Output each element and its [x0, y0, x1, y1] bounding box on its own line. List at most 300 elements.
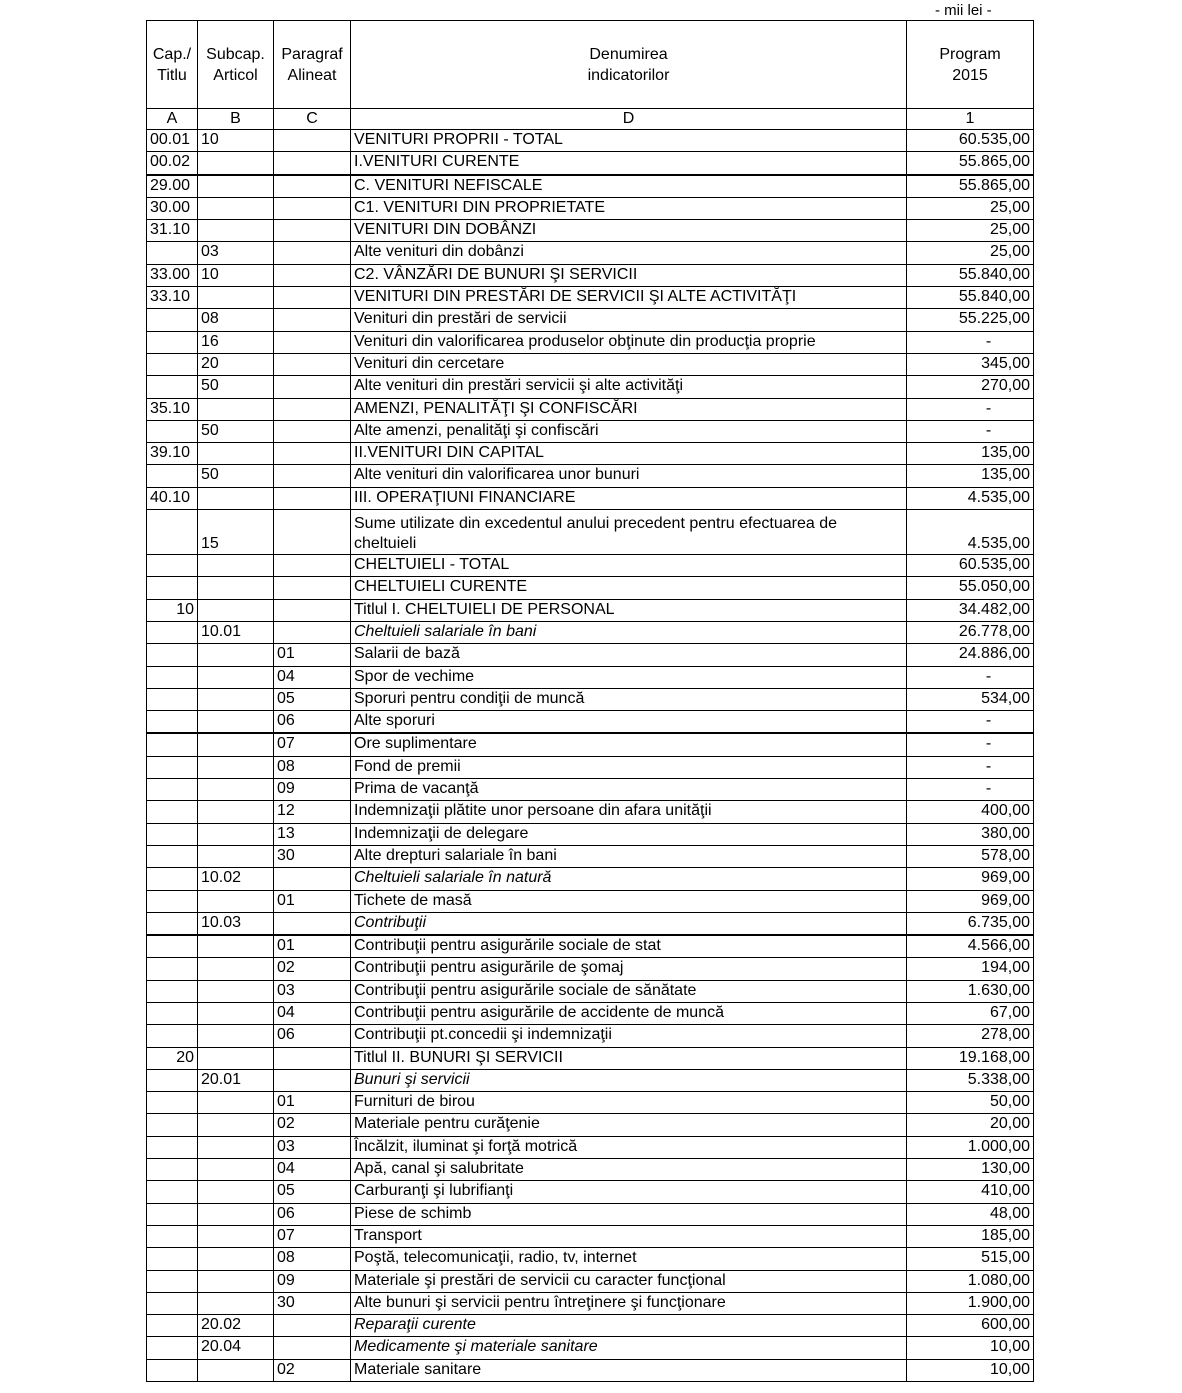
cell-c [274, 577, 351, 599]
table-row [147, 1203, 1034, 1225]
table-row [147, 242, 1034, 264]
cell-c [274, 599, 351, 621]
cell-b: 20.01 [198, 1069, 274, 1091]
cell-b: 10 [198, 130, 274, 152]
cell-d: Bunuri şi servicii [351, 1069, 907, 1091]
cell-d: Medicamente şi materiale sanitare [351, 1337, 907, 1359]
cell-a: 39.10 [147, 443, 198, 465]
cell-d: Indemnizaţii plătite unor persoane din afara unităţii [351, 801, 907, 823]
cell-a [147, 1181, 198, 1203]
cell-e: - [907, 733, 1034, 756]
cell-d: Alte venituri din dobânzi [351, 242, 907, 264]
cell-d: Alte venituri din prestări servicii şi alte activităţi [351, 376, 907, 398]
cell-d: Titlul I. CHELTUIELI DE PERSONAL [351, 599, 907, 621]
cell-b: 50 [198, 465, 274, 487]
cell-d: Materiale pentru curăţenie [351, 1114, 907, 1136]
table-row [147, 510, 1034, 555]
cell-a [147, 912, 198, 935]
cell-e: 50,00 [907, 1092, 1034, 1114]
cell-a [147, 465, 198, 487]
cell-a [147, 958, 198, 980]
cell-e: - [907, 711, 1034, 734]
cell-d: Alte bunuri şi servicii pentru întreţinere şi funcţionare [351, 1292, 907, 1314]
table-row [147, 756, 1034, 778]
cell-a [147, 621, 198, 643]
cell-b [198, 1092, 274, 1114]
cell-d: Cheltuieli salariale în natură [351, 868, 907, 890]
cell-b [198, 1002, 274, 1024]
cell-a [147, 331, 198, 353]
cell-c: 03 [274, 980, 351, 1002]
cell-a [147, 1025, 198, 1047]
cell-a [147, 1114, 198, 1136]
cell-a: 35.10 [147, 398, 198, 420]
cell-a [147, 1315, 198, 1337]
cell-c: 01 [274, 935, 351, 958]
column-label-row [147, 109, 1034, 130]
cell-a [147, 577, 198, 599]
cell-d: Piese de schimb [351, 1203, 907, 1225]
table-row [147, 912, 1034, 935]
cell-e: 278,00 [907, 1025, 1034, 1047]
cell-a [147, 1248, 198, 1270]
cell-c [274, 309, 351, 331]
cell-a [147, 688, 198, 710]
cell-d: Tichete de masă [351, 890, 907, 912]
cell-c: 04 [274, 1002, 351, 1024]
table-row [147, 599, 1034, 621]
cell-d: Contribuţii pentru asigurările de şomaj [351, 958, 907, 980]
cell-b: 20 [198, 353, 274, 375]
cell-c: 06 [274, 1025, 351, 1047]
table-row [147, 644, 1034, 666]
cell-d: Prima de vacanţă [351, 779, 907, 801]
cell-e: 410,00 [907, 1181, 1034, 1203]
table-row [147, 958, 1034, 980]
cell-e: 55.050,00 [907, 577, 1034, 599]
cell-e: 60.535,00 [907, 130, 1034, 152]
cell-a [147, 242, 198, 264]
cell-a [147, 1270, 198, 1292]
cell-a: 29.00 [147, 175, 198, 198]
cell-e: - [907, 666, 1034, 688]
cell-d: Alte drepturi salariale în bani [351, 845, 907, 867]
cell-e: 600,00 [907, 1315, 1034, 1337]
cell-d: Venituri din valorificarea produselor obţinute din producţia proprie [351, 331, 907, 353]
cell-a [147, 555, 198, 577]
table-row [147, 1092, 1034, 1114]
cell-c [274, 242, 351, 264]
cell-d: Cheltuieli salariale în bani [351, 621, 907, 643]
table-row [147, 801, 1034, 823]
cell-b [198, 1203, 274, 1225]
cell-c: 30 [274, 845, 351, 867]
cell-e: 270,00 [907, 376, 1034, 398]
cell-b [198, 823, 274, 845]
cell-e: - [907, 420, 1034, 442]
table-body [147, 130, 1034, 1382]
cell-a [147, 309, 198, 331]
cell-c: 02 [274, 1114, 351, 1136]
cell-a [147, 420, 198, 442]
cell-c: 04 [274, 1159, 351, 1181]
cell-b [198, 287, 274, 309]
table-row [147, 398, 1034, 420]
cell-e: 135,00 [907, 443, 1034, 465]
cell-c: 13 [274, 823, 351, 845]
cell-d: Indemnizaţii de delegare [351, 823, 907, 845]
table-row [147, 823, 1034, 845]
cell-d: Spor de vechime [351, 666, 907, 688]
table-row [147, 1359, 1034, 1381]
table-row [147, 779, 1034, 801]
cell-a [147, 1002, 198, 1024]
cell-c [274, 465, 351, 487]
table-row [147, 264, 1034, 286]
cell-b [198, 890, 274, 912]
table-row [147, 331, 1034, 353]
cell-e: - [907, 398, 1034, 420]
cell-e: 1.900,00 [907, 1292, 1034, 1314]
cell-d: Contribuţii pentru asigurările sociale de stat [351, 935, 907, 958]
table-row [147, 555, 1034, 577]
cell-c: 03 [274, 1136, 351, 1158]
cell-c [274, 868, 351, 890]
cell-c [274, 621, 351, 643]
cell-a [147, 1292, 198, 1314]
cell-c: 06 [274, 711, 351, 734]
cell-e: 34.482,00 [907, 599, 1034, 621]
table-row [147, 1047, 1034, 1069]
cell-a [147, 935, 198, 958]
table-row [147, 1136, 1034, 1158]
cell-c: 05 [274, 1181, 351, 1203]
table-row [147, 1114, 1034, 1136]
cell-c: 01 [274, 1092, 351, 1114]
cell-b [198, 577, 274, 599]
cell-c [274, 510, 351, 555]
cell-d: Venituri din cercetare [351, 353, 907, 375]
cell-e: 1.630,00 [907, 980, 1034, 1002]
cell-d: Contribuţii [351, 912, 907, 935]
cell-c: 01 [274, 890, 351, 912]
cell-a [147, 801, 198, 823]
cell-b [198, 1181, 274, 1203]
header-cap-titlu: Cap./ Titlu [147, 21, 198, 109]
cell-c [274, 130, 351, 152]
table-row [147, 845, 1034, 867]
cell-d: Salarii de bază [351, 644, 907, 666]
cell-e: 194,00 [907, 958, 1034, 980]
cell-b: 10.01 [198, 621, 274, 643]
cell-a [147, 376, 198, 398]
cell-b: 20.02 [198, 1315, 274, 1337]
table-row [147, 1181, 1034, 1203]
cell-d: Alte venituri din valorificarea unor bunuri [351, 465, 907, 487]
cell-e: 130,00 [907, 1159, 1034, 1181]
cell-d: Materiale sanitare [351, 1359, 907, 1381]
table-row [147, 197, 1034, 219]
cell-a: 00.01 [147, 130, 198, 152]
cell-b [198, 666, 274, 688]
cell-b [198, 756, 274, 778]
cell-d: Alte sporuri [351, 711, 907, 734]
cell-c [274, 398, 351, 420]
cell-c [274, 197, 351, 219]
cell-a: 33.10 [147, 287, 198, 309]
cell-a [147, 1069, 198, 1091]
column-label-d: D [351, 109, 907, 130]
cell-e: 135,00 [907, 465, 1034, 487]
cell-c [274, 152, 351, 175]
cell-b [198, 958, 274, 980]
cell-a: 33.00 [147, 264, 198, 286]
table-row [147, 688, 1034, 710]
cell-a [147, 1159, 198, 1181]
cell-d: AMENZI, PENALITĂŢI ŞI CONFISCĂRI [351, 398, 907, 420]
cell-e: 5.338,00 [907, 1069, 1034, 1091]
cell-c: 08 [274, 756, 351, 778]
cell-d: II.VENITURI DIN CAPITAL [351, 443, 907, 465]
table-row [147, 666, 1034, 688]
table-row [147, 152, 1034, 175]
cell-b: 50 [198, 420, 274, 442]
table-row [147, 130, 1034, 152]
cell-b [198, 599, 274, 621]
cell-b [198, 1159, 274, 1181]
table-row [147, 733, 1034, 756]
table-row [147, 376, 1034, 398]
cell-a [147, 890, 198, 912]
table-row [147, 1270, 1034, 1292]
cell-e: 26.778,00 [907, 621, 1034, 643]
cell-e: 345,00 [907, 353, 1034, 375]
cell-a [147, 353, 198, 375]
cell-a: 30.00 [147, 197, 198, 219]
cell-c: 02 [274, 1359, 351, 1381]
column-label-e: 1 [907, 109, 1034, 130]
cell-c [274, 1069, 351, 1091]
cell-c: 08 [274, 1248, 351, 1270]
cell-c [274, 376, 351, 398]
column-label-a: A [147, 109, 198, 130]
cell-d: Sume utilizate din excedentul anului precedent pentru efectuarea de cheltuieli [351, 510, 907, 555]
cell-c: 04 [274, 666, 351, 688]
cell-b: 50 [198, 376, 274, 398]
cell-d: C2. VÂNZĂRI DE BUNURI ŞI SERVICII [351, 264, 907, 286]
cell-d: Furnituri de birou [351, 1092, 907, 1114]
cell-b [198, 1359, 274, 1381]
cell-e: 67,00 [907, 1002, 1034, 1024]
table-row [147, 1025, 1034, 1047]
cell-e: 55.865,00 [907, 175, 1034, 198]
cell-a [147, 868, 198, 890]
cell-b [198, 1292, 274, 1314]
table-row [147, 487, 1034, 509]
cell-d: Fond de premii [351, 756, 907, 778]
cell-e: 534,00 [907, 688, 1034, 710]
cell-c [274, 353, 351, 375]
table-row [147, 711, 1034, 734]
cell-a [147, 733, 198, 756]
table-row [147, 1069, 1034, 1091]
table-row [147, 465, 1034, 487]
table-row [147, 309, 1034, 331]
cell-b: 10.03 [198, 912, 274, 935]
cell-d: Carburanţi şi lubrifianţi [351, 1181, 907, 1203]
cell-c [274, 331, 351, 353]
cell-d: VENITURI PROPRII - TOTAL [351, 130, 907, 152]
table-row [147, 1292, 1034, 1314]
cell-a [147, 845, 198, 867]
cell-c [274, 1315, 351, 1337]
cell-b: 16 [198, 331, 274, 353]
cell-a: 00.02 [147, 152, 198, 175]
cell-e: 48,00 [907, 1203, 1034, 1225]
cell-b: 03 [198, 242, 274, 264]
header-row [147, 21, 1034, 109]
cell-b [198, 688, 274, 710]
table-row [147, 420, 1034, 442]
cell-b: 08 [198, 309, 274, 331]
cell-e: 380,00 [907, 823, 1034, 845]
cell-e: 55.840,00 [907, 287, 1034, 309]
cell-b [198, 711, 274, 734]
table-row [147, 577, 1034, 599]
table-row [147, 1337, 1034, 1359]
cell-e: 1.080,00 [907, 1270, 1034, 1292]
cell-d: Reparaţii curente [351, 1315, 907, 1337]
column-label-b: B [198, 109, 274, 130]
cell-b [198, 1248, 274, 1270]
cell-e: 25,00 [907, 242, 1034, 264]
table-row [147, 353, 1034, 375]
cell-c: 07 [274, 1225, 351, 1247]
cell-b [198, 980, 274, 1002]
cell-e: 6.735,00 [907, 912, 1034, 935]
cell-a [147, 1092, 198, 1114]
cell-d: Materiale şi prestări de servicii cu caracter funcţional [351, 1270, 907, 1292]
cell-b [198, 935, 274, 958]
cell-e: - [907, 331, 1034, 353]
cell-e: 578,00 [907, 845, 1034, 867]
cell-e: 19.168,00 [907, 1047, 1034, 1069]
cell-a: 10 [147, 599, 198, 621]
cell-c [274, 175, 351, 198]
table-row [147, 220, 1034, 242]
cell-a [147, 980, 198, 1002]
cell-c: 30 [274, 1292, 351, 1314]
cell-c: 12 [274, 801, 351, 823]
cell-b [198, 644, 274, 666]
column-label-c: C [274, 109, 351, 130]
cell-e: 60.535,00 [907, 555, 1034, 577]
table-row [147, 1002, 1034, 1024]
budget-table [146, 20, 1034, 1382]
cell-a: 40.10 [147, 487, 198, 509]
cell-d: III. OPERAŢIUNI FINANCIARE [351, 487, 907, 509]
cell-d: Încălzit, iluminat şi forţă motrică [351, 1136, 907, 1158]
cell-a [147, 711, 198, 734]
cell-c [274, 1047, 351, 1069]
cell-b [198, 443, 274, 465]
header-subcap-articol: Subcap. Articol [198, 21, 274, 109]
cell-e: 55.225,00 [907, 309, 1034, 331]
cell-e: 25,00 [907, 220, 1034, 242]
cell-b [198, 1025, 274, 1047]
table-row [147, 175, 1034, 198]
cell-d: Contribuţii pt.concedii şi indemnizaţii [351, 1025, 907, 1047]
cell-d: Contribuţii pentru asigurările de accidente de muncă [351, 1002, 907, 1024]
cell-e: 20,00 [907, 1114, 1034, 1136]
cell-b [198, 220, 274, 242]
cell-d: Alte amenzi, penalităţi şi confiscări [351, 420, 907, 442]
cell-b: 20.04 [198, 1337, 274, 1359]
cell-a [147, 1337, 198, 1359]
cell-e: 1.000,00 [907, 1136, 1034, 1158]
cell-b [198, 555, 274, 577]
cell-c [274, 912, 351, 935]
cell-e: 25,00 [907, 197, 1034, 219]
cell-c: 06 [274, 1203, 351, 1225]
cell-e: 515,00 [907, 1248, 1034, 1270]
cell-e: 10,00 [907, 1359, 1034, 1381]
cell-e: 10,00 [907, 1337, 1034, 1359]
cell-d: I.VENITURI CURENTE [351, 152, 907, 175]
unit-label: - mii lei - [935, 2, 992, 19]
table-row [147, 1248, 1034, 1270]
cell-e: 969,00 [907, 890, 1034, 912]
cell-c [274, 555, 351, 577]
cell-c: 01 [274, 644, 351, 666]
cell-d: Titlul II. BUNURI ŞI SERVICII [351, 1047, 907, 1069]
header-program: Program 2015 [907, 21, 1034, 109]
cell-d: Sporuri pentru condiţii de muncă [351, 688, 907, 710]
cell-c [274, 420, 351, 442]
cell-d: Ore suplimentare [351, 733, 907, 756]
cell-c [274, 1337, 351, 1359]
cell-b: 15 [198, 510, 274, 555]
cell-c [274, 264, 351, 286]
cell-b [198, 1114, 274, 1136]
cell-b: 10 [198, 264, 274, 286]
cell-c: 05 [274, 688, 351, 710]
cell-a [147, 666, 198, 688]
cell-b [198, 1136, 274, 1158]
cell-a [147, 1225, 198, 1247]
table-row [147, 1315, 1034, 1337]
cell-b [198, 801, 274, 823]
cell-e: 185,00 [907, 1225, 1034, 1247]
cell-d: C1. VENITURI DIN PROPRIETATE [351, 197, 907, 219]
table-row [147, 980, 1034, 1002]
cell-a [147, 1359, 198, 1381]
table-row [147, 1159, 1034, 1181]
cell-c [274, 220, 351, 242]
cell-d: C. VENITURI NEFISCALE [351, 175, 907, 198]
table-row [147, 935, 1034, 958]
cell-d: VENITURI DIN DOBÂNZI [351, 220, 907, 242]
table-row [147, 890, 1034, 912]
cell-b [198, 845, 274, 867]
cell-d: CHELTUIELI - TOTAL [351, 555, 907, 577]
cell-e: 969,00 [907, 868, 1034, 890]
cell-b: 10.02 [198, 868, 274, 890]
cell-b [198, 487, 274, 509]
cell-d: Transport [351, 1225, 907, 1247]
cell-a [147, 756, 198, 778]
cell-a: 31.10 [147, 220, 198, 242]
